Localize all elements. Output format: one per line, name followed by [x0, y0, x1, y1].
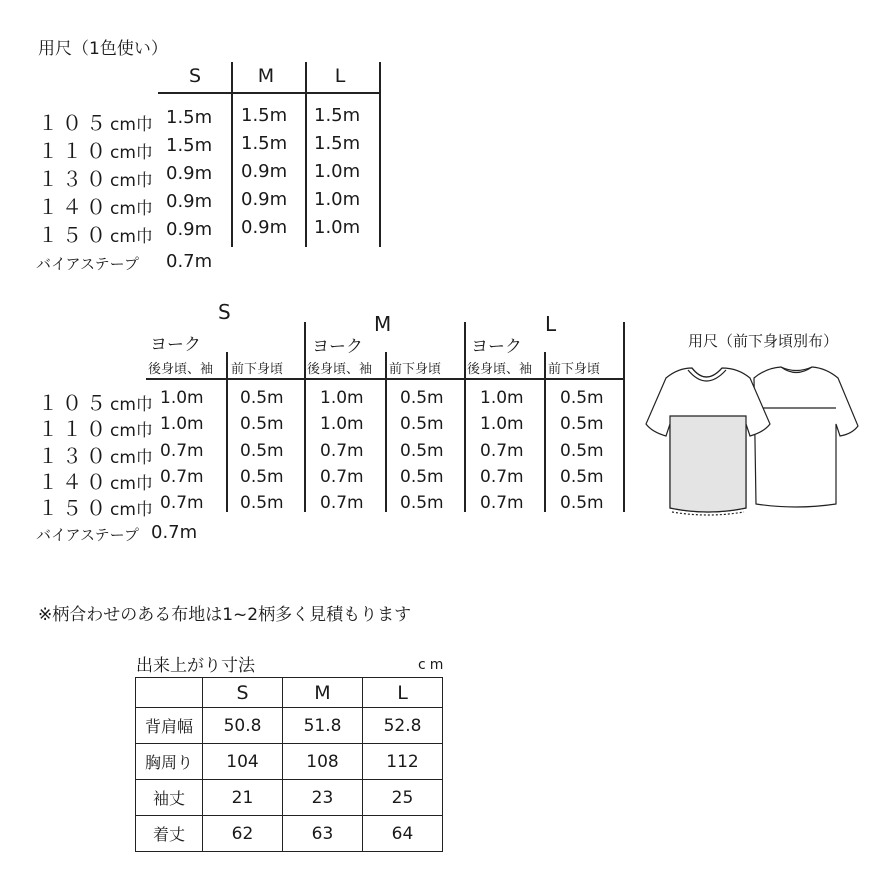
t1-cell: 1.0m [314, 161, 361, 182]
t2-cell: 0.7m [480, 467, 524, 487]
table-header: S [203, 678, 283, 708]
row-label: 着丈 [136, 816, 203, 852]
t2-yoke-label: ヨーク [312, 337, 363, 357]
t1-size-l: L [334, 65, 346, 87]
t1-cell: 0.9m [241, 189, 288, 210]
t1-cell: 1.0m [314, 217, 361, 238]
table-cell: 108 [283, 744, 363, 780]
table-cell [136, 678, 203, 708]
row-label: 胸周り [136, 744, 203, 780]
t1-header-rule [158, 92, 381, 94]
t2-cell: 0.5m [240, 467, 284, 487]
row-label: 袖丈 [136, 780, 203, 816]
table-cell: 104 [203, 744, 283, 780]
t1-row-label: １５０cm巾 [38, 223, 153, 247]
t1-cell: 0.9m [166, 191, 213, 212]
t1-cell: 0.9m [241, 161, 288, 182]
table-cell: 112 [363, 744, 443, 780]
t2-cell: 0.5m [400, 388, 444, 408]
table-cell: 64 [363, 816, 443, 852]
t1-cell: 1.5m [314, 133, 361, 154]
tshirt-back-icon [754, 367, 858, 507]
t2-cell: 1.0m [160, 388, 204, 408]
t2-row-label: １０５cm巾 [38, 391, 153, 415]
table-cell: 25 [363, 780, 443, 816]
t1-cell: 0.9m [166, 219, 213, 240]
t1-row-label: １４０cm巾 [38, 195, 153, 219]
t2-cell: 1.0m [320, 414, 364, 434]
t2-cell: 1.0m [480, 388, 524, 408]
t2-row-label: １４０cm巾 [38, 470, 153, 494]
t2-cell: 1.0m [480, 414, 524, 434]
table-cell: 62 [203, 816, 283, 852]
dimensions-title: 出来上がり寸法 [136, 656, 255, 676]
pattern-matching-note: ※柄合わせのある布地は1~2柄多く見積もります [38, 605, 412, 625]
t2-size-m: M [374, 312, 392, 336]
t2-bias-label: バイアステープ [36, 526, 139, 544]
table-header: L [363, 678, 443, 708]
t2-cell: 0.5m [560, 467, 604, 487]
t2-size-s: S [218, 300, 231, 324]
t2-cell: 0.5m [560, 441, 604, 461]
t1-row-label: １０５cm巾 [38, 111, 153, 135]
t2-yoke-label: ヨーク [150, 335, 201, 355]
t2-cell: 0.5m [560, 493, 604, 513]
t2-subheader: 前下身頃 [231, 362, 284, 377]
t2-cell: 0.7m [320, 467, 364, 487]
t2-cell: 0.5m [400, 467, 444, 487]
t1-row-label: １１０cm巾 [38, 139, 153, 163]
t2-subheader: 後身頃、袖 [307, 362, 373, 377]
table-row [136, 744, 443, 780]
table-cell: 50.8 [203, 708, 283, 744]
t1-bias-value: 0.7m [166, 251, 213, 272]
table-cell: 63 [283, 816, 363, 852]
t2-cell: 0.5m [400, 414, 444, 434]
figure-title: 用尺（前下身頃別布） [688, 332, 839, 350]
t2-cell: 0.7m [160, 441, 204, 461]
table-cell: 21 [203, 780, 283, 816]
t2-bias-value: 0.7m [151, 522, 198, 543]
table-row [136, 678, 443, 708]
tshirt-front-icon [646, 368, 770, 515]
table-header: M [283, 678, 363, 708]
t2-subheader: 後身頃、袖 [467, 362, 533, 377]
row-label: 背肩幅 [136, 708, 203, 744]
t1-size-m: M [257, 65, 275, 87]
table-row [136, 780, 443, 816]
t2-row-label: １５０cm巾 [38, 496, 153, 520]
t2-subheader: 前下身頃 [548, 362, 601, 377]
t2-cell: 0.5m [240, 414, 284, 434]
t2-cell: 1.0m [160, 414, 204, 434]
t2-row-label: １１０cm巾 [38, 417, 153, 441]
t2-cell: 0.5m [560, 388, 604, 408]
t1-cell: 1.5m [166, 135, 213, 156]
t2-subheader: 前下身頃 [389, 362, 442, 377]
t2-subheader: 後身頃、袖 [148, 362, 214, 377]
t2-cell: 0.5m [240, 441, 284, 461]
t2-cell: 0.7m [480, 441, 524, 461]
table-row [136, 708, 443, 744]
t2-cell: 0.7m [480, 493, 524, 513]
dimensions-unit: cm [418, 657, 448, 673]
t1-cell: 1.5m [314, 105, 361, 126]
t1-cell: 0.9m [166, 163, 213, 184]
t2-cell: 1.0m [320, 388, 364, 408]
table-cell: 52.8 [363, 708, 443, 744]
t1-cell: 1.5m [241, 133, 288, 154]
table-row [136, 816, 443, 852]
t1-cell: 1.5m [241, 105, 288, 126]
t1-cell: 1.5m [166, 107, 213, 128]
table-cell: 51.8 [283, 708, 363, 744]
t2-cell: 0.5m [240, 388, 284, 408]
tshirt-illustration-icon [636, 364, 862, 524]
t1-cell: 0.9m [241, 217, 288, 238]
t2-yoke-label: ヨーク [471, 337, 522, 357]
t2-cell: 0.7m [160, 493, 204, 513]
material-title: 用尺（1色使い） [38, 39, 168, 59]
table-cell: 23 [283, 780, 363, 816]
t1-size-s: S [188, 65, 202, 87]
t1-row-label: １３０cm巾 [38, 167, 153, 191]
t2-size-l: L [545, 312, 557, 336]
t2-cell: 0.5m [240, 493, 284, 513]
t2-row-label: １３０cm巾 [38, 444, 153, 468]
t2-cell: 0.7m [320, 493, 364, 513]
t1-cell: 1.0m [314, 189, 361, 210]
dimensions-table [135, 677, 443, 852]
t2-cell: 0.5m [400, 441, 444, 461]
t1-bias-label: バイアステープ [36, 255, 139, 273]
t2-cell: 0.5m [400, 493, 444, 513]
t2-cell: 0.7m [320, 441, 364, 461]
t2-cell: 0.7m [160, 467, 204, 487]
t2-cell: 0.5m [560, 414, 604, 434]
